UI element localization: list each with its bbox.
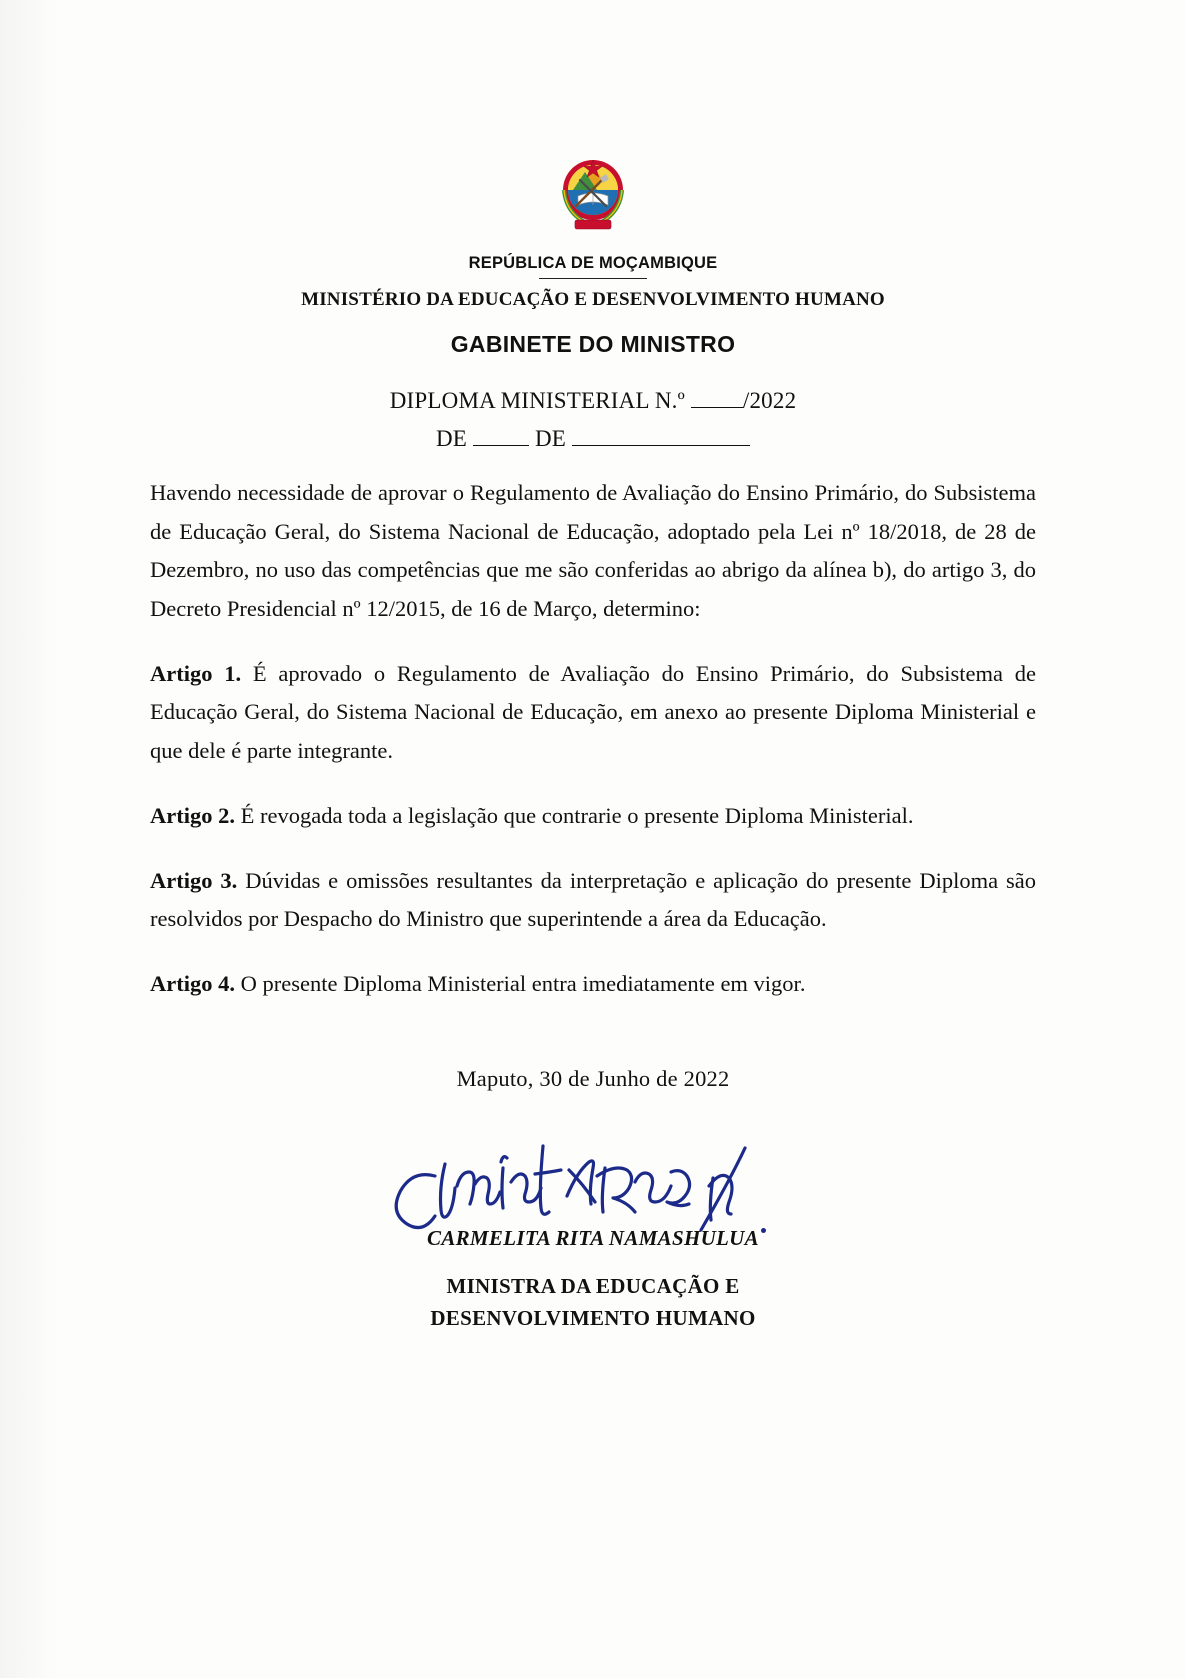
signature-block xyxy=(150,1142,1036,1352)
article-3-text: Dúvidas e omissões resultantes da interpretação e aplicação do presente Diploma são resolvidos por Despacho do Ministro que superintende a área da Educação. xyxy=(150,867,1036,932)
signatory-name: CARMELITA RITA NAMASHULUA xyxy=(427,1225,759,1250)
signatory-title xyxy=(150,1270,1036,1335)
article-4-label: Artigo 4. xyxy=(150,970,235,996)
article-2-label: Artigo 2. xyxy=(150,802,235,828)
date-middle-label: DE xyxy=(534,426,567,451)
mozambique-coat-of-arms-icon xyxy=(556,150,630,236)
header-republic: REPÚBLICA DE MOÇAMBIQUE xyxy=(468,254,718,272)
diploma-date-line xyxy=(150,426,1036,452)
article-1-label: Artigo 1. xyxy=(150,660,242,686)
diploma-year-suffix: /2022 xyxy=(742,388,797,413)
document-content xyxy=(150,150,1036,1352)
diploma-number-blank xyxy=(691,407,743,408)
date-month-blank xyxy=(572,445,750,446)
date-prefix-label: DE xyxy=(436,426,468,451)
article-3-label: Artigo 3. xyxy=(150,867,238,893)
article-4-text: O presente Diploma Ministerial entra imediatamente em vigor. xyxy=(240,970,806,996)
article-1 xyxy=(150,655,1036,771)
date-day-blank xyxy=(473,445,529,446)
diploma-number-line xyxy=(150,388,1036,414)
preamble-paragraph: Havendo necessidade de aprovar o Regulamento de Avaliação do Ensino Primário, do Subsistema de Educação Geral, do Sistema Nacional de Educação, adoptado pela Lei nº 18/2018, de 28 de Dezembro, no uso das competências que me são conferidas ao abrigo da alínea b), do artigo 3, do Decreto Presidencial nº 12/2015, de 16 de Março, determino: xyxy=(150,480,1036,622)
place-and-date: Maputo, 30 de Junho de 2022 xyxy=(456,1065,730,1091)
signatory-title-line1: MINISTRA DA EDUCAÇÃO E xyxy=(446,1273,740,1298)
coat-of-arms-emblem xyxy=(150,150,1036,236)
article-1-text: É aprovado o Regulamento de Avaliação do Ensino Primário, do Subsistema de Educação Geral, do Sistema Nacional de Educação, em anexo ao presente Diploma Ministerial e que dele é parte integrante. xyxy=(150,660,1037,764)
article-2-text: É revogada toda a legislação que contrarie o presente Diploma Ministerial. xyxy=(240,802,914,828)
header-ministry: MINISTÉRIO DA EDUCAÇÃO E DESENVOLVIMENTO HUMANO xyxy=(301,289,885,310)
article-2 xyxy=(150,797,1036,836)
article-3 xyxy=(150,862,1036,939)
header-divider xyxy=(539,278,647,279)
article-4 xyxy=(150,965,1036,1004)
diploma-number-prefix: DIPLOMA MINISTERIAL N.º xyxy=(389,388,685,413)
signatory-title-line2: DESENVOLVIMENTO HUMANO xyxy=(430,1306,756,1331)
header-office: GABINETE DO MINISTRO xyxy=(450,331,736,357)
